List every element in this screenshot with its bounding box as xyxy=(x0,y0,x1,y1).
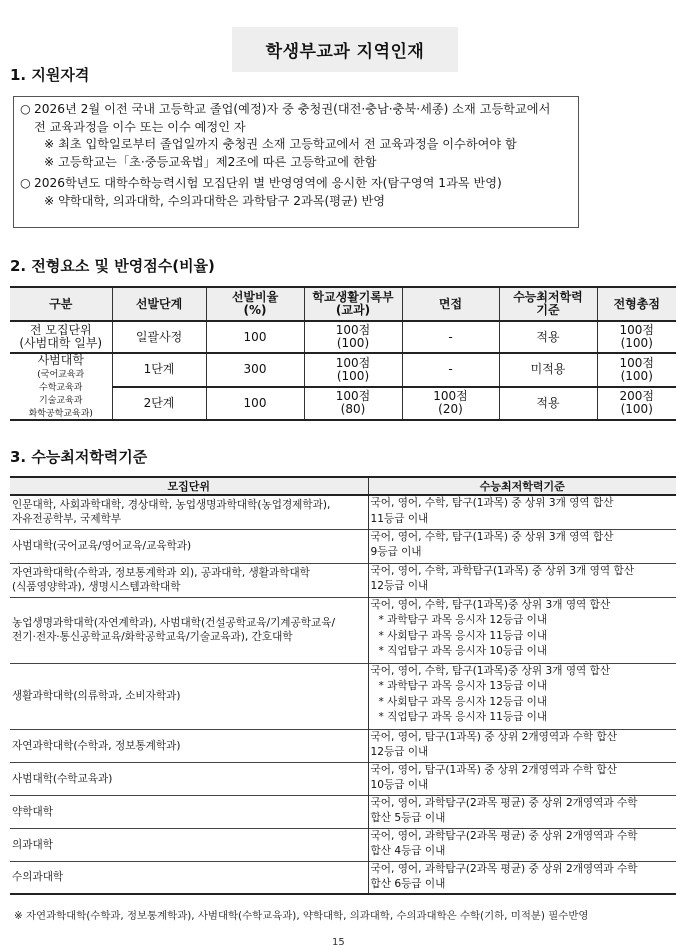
header-unit: 모집단위 xyxy=(10,477,368,495)
cell-stage: 2단계 xyxy=(112,387,206,421)
table-row xyxy=(10,495,676,529)
cell-criteria: 국어, 영어, 탐구(1과목) 중 상위 2개영역과 수학 합산 10등급 이내 xyxy=(368,762,676,795)
footnote: ※ 자연과학대학(수학과, 정보통계학과), 사범대학(수학교육과), 약학대학, 의과대학, 수의과대학은 수학(기하, 미적분) 필수반영 xyxy=(14,910,589,922)
table-row xyxy=(10,729,676,762)
section-heading-eligibility: 1. 지원자격 xyxy=(10,66,90,84)
cell-criteria: 국어, 영어, 수학, 과학탐구(1과목) 중 상위 3개 영역 합산 12등급 이내 xyxy=(368,563,676,597)
section-heading-csat-minimum: 3. 수능최저학력기준 xyxy=(10,448,148,466)
cell-total: 100점 (100) xyxy=(597,353,676,387)
cell-criteria: 국어, 영어, 과학탐구(2과목 평균) 중 상위 2개영역과 수학 합산 6등급 이내 xyxy=(368,861,676,894)
cell-criteria: 국어, 영어, 수학, 탐구(1과목)중 상위 3개 영역 합산 * 과학탐구 과목 응시자 13등급 이내 * 사회탐구 과목 응시자 12등급 이내 * 직업탐구 과목 응시자 11등급 이내 xyxy=(368,663,676,729)
cell-total: 100점 (100) xyxy=(597,321,676,353)
table-row xyxy=(10,597,676,663)
circle-bullet-icon: ○ xyxy=(20,176,31,190)
selection-factors-table xyxy=(10,286,676,421)
cell-school-record: 100점 (100) xyxy=(304,353,402,387)
eligibility-note: ※ 고등학교는「초·중등교육법」제2조에 따른 고등학교에 한함 xyxy=(44,154,377,169)
eligibility-note: ※ 최초 입학일로부터 졸업일까지 충청권 소재 고등학교에서 전 교육과정을 이수하여야 함 xyxy=(44,137,517,151)
cell-stage: 일괄사정 xyxy=(112,321,206,353)
circle-bullet-icon: ○ xyxy=(20,102,31,116)
cell-school-record: 100점 (80) xyxy=(304,387,402,421)
header-total: 전형총점 xyxy=(597,287,676,321)
section-heading-selection-factors: 2. 전형요소 및 반영점수(비율) xyxy=(10,257,215,275)
table-row xyxy=(10,861,676,894)
header-stage: 선발단계 xyxy=(112,287,206,321)
table-row xyxy=(10,353,676,387)
cell-interview: - xyxy=(402,353,499,387)
csat-minimum-table xyxy=(10,476,676,895)
cell-criteria: 국어, 영어, 과학탐구(2과목 평균) 중 상위 2개영역과 수학 합산 4등급 이내 xyxy=(368,828,676,861)
table-row xyxy=(10,828,676,861)
cell-unit: 수의과대학 xyxy=(12,871,64,884)
table-row xyxy=(10,795,676,828)
cell-unit: 의과대학 xyxy=(12,838,53,851)
cell-unit: 약학대학 xyxy=(12,805,53,818)
cell-school-record: 100점 (100) xyxy=(304,321,402,353)
cell-csat-minimum: 적용 xyxy=(499,321,597,353)
page-title xyxy=(232,27,458,72)
table-row xyxy=(10,321,676,353)
cell-ratio: 100 xyxy=(206,321,304,353)
cell-criteria: 국어, 영어, 탐구(1과목) 중 상위 2개영역과 수학 합산 12등급 이내 xyxy=(368,729,676,762)
header-school-record: 학교생활기록부 (교과) xyxy=(304,287,402,321)
cell-criteria: 국어, 영어, 수학, 탐구(1과목)중 상위 3개 영역 합산 * 과학탐구 과목 응시자 12등급 이내 * 사회탐구 과목 응시자 11등급 이내 * 직업탐구 과목 응시자 10등급 이내 xyxy=(368,597,676,663)
cell-criteria: 국어, 영어, 수학, 탐구(1과목) 중 상위 3개 영역 합산 9등급 이내 xyxy=(368,529,676,563)
cell-category: 사범대학 (국어교육과 수학교육과 기술교육과 화학공학교육과) xyxy=(10,353,112,420)
cell-total: 200점 (100) xyxy=(597,387,676,421)
cell-category: 전 모집단위 (사범대학 일부) xyxy=(19,323,103,350)
table-row xyxy=(10,663,676,729)
cell-csat-minimum: 미적용 xyxy=(499,353,597,387)
cell-unit: 사범대학(수학교육과) xyxy=(12,772,113,785)
eligibility-box xyxy=(13,96,579,228)
table-row xyxy=(10,529,676,563)
cell-ratio: 100 xyxy=(206,387,304,421)
cell-interview: - xyxy=(402,321,499,353)
cell-unit: 자연과학대학(수학과, 정보통계학과) xyxy=(12,739,181,752)
cell-ratio: 300 xyxy=(206,353,304,387)
cell-unit: 자연과학대학(수학과, 정보통계학과 외), 공과대학, 생활과학대학 (식품영양학과), 생명시스템과학대학 xyxy=(12,567,310,593)
header-criteria: 수능최저학력기준 xyxy=(368,477,676,495)
cell-stage: 1단계 xyxy=(112,353,206,387)
page-title-text: 학생부교과 지역인재 xyxy=(265,42,425,62)
table-row xyxy=(10,762,676,795)
eligibility-item xyxy=(20,175,572,193)
header-ratio: 선발비율 (%) xyxy=(206,287,304,321)
cell-csat-minimum: 적용 xyxy=(499,387,597,421)
cell-unit: 인문대학, 사회과학대학, 경상대학, 농업생명과학대학(농업경제학과), 자유전공학부, 국제학부 xyxy=(12,499,331,526)
cell-unit: 농업생명과학대학(자연계학과), 사범대학(건설공학교육/기계공학교육/ 전기·전자·통신공학교육/화학공학교육/기술교육과), 간호대학 xyxy=(12,617,336,643)
header-csat-minimum: 수능최저학력 기준 xyxy=(499,287,597,321)
eligibility-text: 2026년 2월 이전 국내 고등학교 졸업(예정)자 중 충청권(대전·충남·충북·세종) 소재 고등학교에서 xyxy=(34,102,551,116)
cell-unit: 생활과학대학(의류학과, 소비자학과) xyxy=(12,690,181,702)
header-interview: 면접 xyxy=(402,287,499,321)
table-header-row xyxy=(10,477,676,495)
eligibility-item xyxy=(20,101,572,119)
cell-interview: 100점 (20) xyxy=(402,387,499,421)
eligibility-text: 2026학년도 대학수학능력시험 모집단위 별 반영영역에 응시한 자(탐구영역 1과목 반영) xyxy=(34,176,502,190)
cell-unit: 사범대학(국어교육/영어교육/교육학과) xyxy=(12,540,192,552)
page-number: 15 xyxy=(332,937,345,945)
table-header-row xyxy=(10,287,676,321)
cell-criteria: 국어, 영어, 수학, 탐구(1과목) 중 상위 3개 영역 합산 11등급 이내 xyxy=(368,495,676,529)
eligibility-note: ※ 약학대학, 의과대학, 수의과대학은 과학탐구 2과목(평균) 반영 xyxy=(44,193,386,208)
table-row xyxy=(10,563,676,597)
cell-criteria: 국어, 영어, 과학탐구(2과목 평균) 중 상위 2개영역과 수학 합산 5등급 이내 xyxy=(368,795,676,828)
header-category: 구분 xyxy=(10,287,112,321)
eligibility-continuation: 전 교육과정을 이수 또는 이수 예정인 자 xyxy=(34,119,246,134)
